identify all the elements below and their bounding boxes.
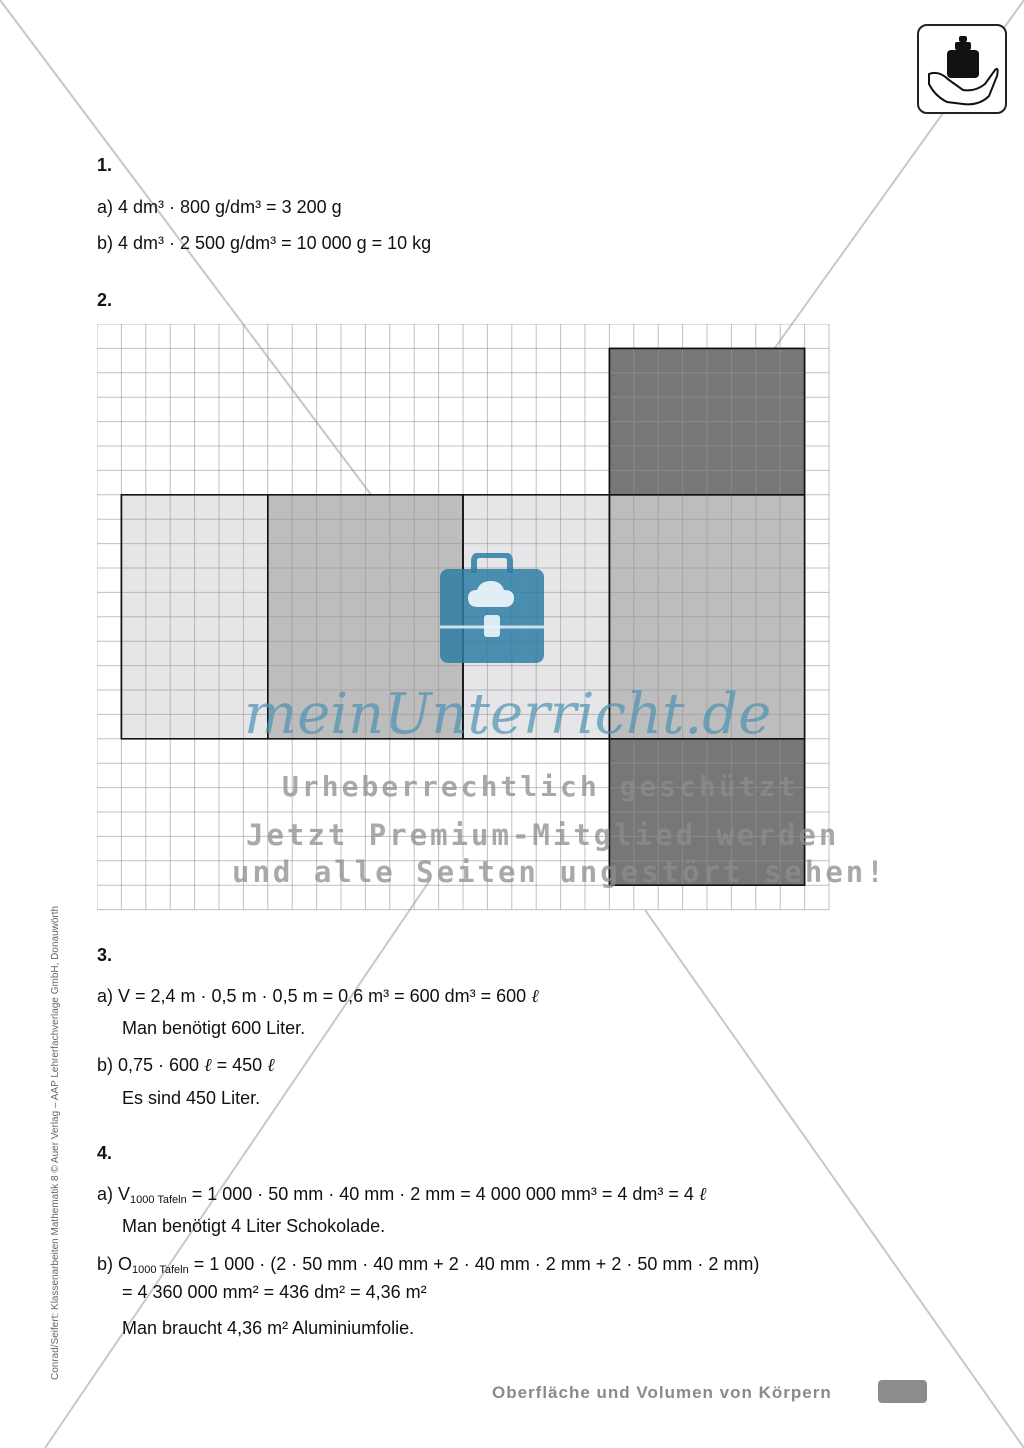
task4-answer-b-line2: = 4 360 000 mm² = 436 dm² = 4,36 m² [122,1282,427,1302]
task3-answer-b-text: b) 0,75 · 600 [97,1055,205,1075]
briefcase-cloud-icon [438,553,546,670]
task3-heading: 3. [97,945,113,965]
task1-answer-b: b) 4 dm³ · 2 500 g/dm³ = 10 000 g = 10 kg [97,233,432,253]
task4-answer-b [97,1253,759,1281]
task3-answer-b [97,1054,275,1077]
task4-answer-b-text: = 1 000 · (2 · 50 mm · 40 mm + 2 · 40 mm · 2 mm + 2 · 50 mm · 2 mm) [188,1254,760,1274]
task4-answer-b-subscript: 1000 Tafeln [132,1264,189,1276]
task4-answer-a-subscript: 1000 Tafeln [130,1194,187,1206]
task2-heading: 2. [97,290,113,310]
task3-answer-a [97,985,539,1008]
publisher-credit: Conrad/Seifert: Klassenarbeiten Mathematik 8 © Auer Verlag – AAP Lehrerfachverlage GmbH, Donauwörth [50,905,61,1380]
liter-symbol: ℓ [204,1055,212,1076]
task3-answer-a-sentence: Man benötigt 600 Liter. [122,1018,306,1038]
task4-answer-a-sentence: Man benötigt 4 Liter Schokolade. [122,1216,386,1236]
page-number-box [878,1380,927,1403]
task1-heading: 1. [97,155,113,175]
task4-answer-a-text: = 1 000 · 50 mm · 40 mm · 2 mm = 4 000 000 mm³ = 4 dm³ = 4 [186,1184,699,1204]
task3-answer-b-sentence: Es sind 450 Liter. [122,1088,261,1108]
watermark-copyright-text: Urheberrechtlich geschützt [282,770,799,803]
task4-heading: 4. [97,1143,113,1163]
liter-symbol: ℓ [531,986,539,1007]
footer-title: Oberfläche und Volumen von Körpern [492,1383,832,1402]
task1-answer-a: a) 4 dm³ · 800 g/dm³ = 3 200 g [97,197,342,217]
watermark-premium-text: Jetzt Premium-Mitglied werden [246,818,840,852]
liter-symbol: ℓ [698,1184,707,1205]
task4-answer-a-prefix: a) V [97,1184,131,1204]
weight-on-hand-icon [917,24,1007,114]
watermark-brand: meinUnterricht.de [244,682,772,747]
watermark-unlock-text: und alle Seiten ungestört sehen! [232,855,887,889]
task4-answer-b-prefix: b) O [97,1254,133,1274]
task4-answer-b-sentence: Man braucht 4,36 m² Aluminiumfolie. [122,1318,415,1338]
task3-answer-b-result: = 450 [211,1055,268,1075]
task4-answer-a [97,1183,706,1211]
liter-symbol: ℓ [267,1055,275,1076]
task3-answer-a-text: a) V = 2,4 m · 0,5 m · 0,5 m = 0,6 m³ = 600 dm³ = 600 [97,986,532,1006]
